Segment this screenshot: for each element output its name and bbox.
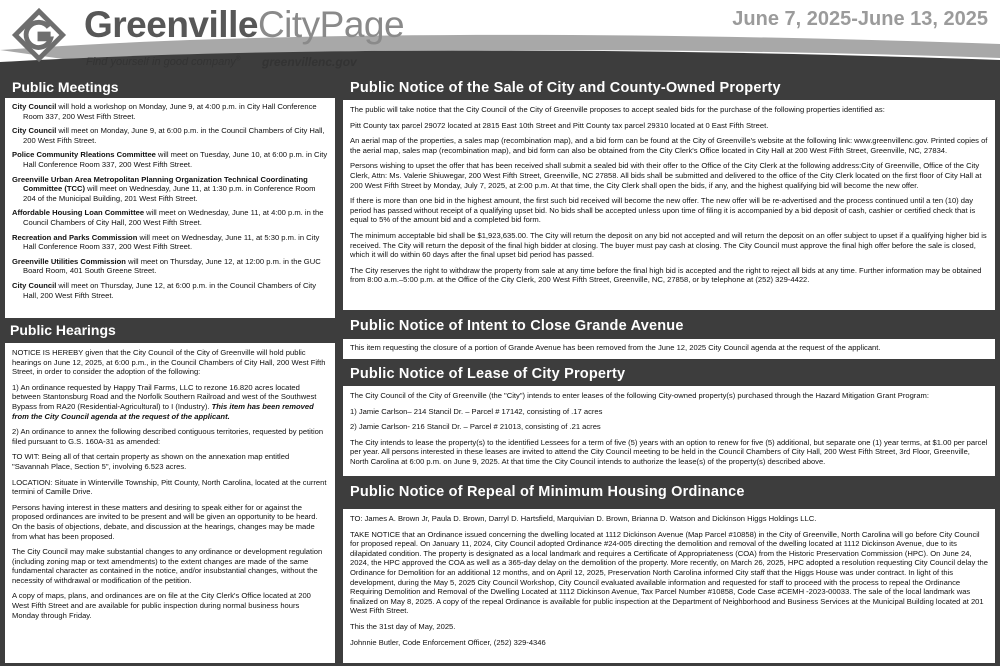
sale-p4: Persons wishing to upset the offer that has been received shall submit a sealed bid with their offer to the Office of the City Clerk at the following address:City of Greenville, Office of the City Clerk, Attn: Ms. Valerie Shiuwegar, 200 West Fifth Street, Greenville, NC 27858. All bids shall be submitted and delivered to the office of the City Clerk located on the first floor of City Hall at 200 West Fifth Street by Monday, July 7, 2025, at 2:00 p.m. At that time, the City Clerk shall open the bids, if any, and the highest qualifying bid will become the new offer. [350, 161, 982, 190]
lease-p4: The City intends to lease the property(s) to the identified Lessees for a term of five (5) years with an option to renew for five (5) additional, but separate one (1) year terms, at $1.00 per parcel per year. All persons interested in these leases are invited to attend the City Council meeting to be held in the Council Chambers of City Hall, 200 West Fifth Street, 3rd Floor, Greenville, North Carolina at 6:00 p.m. on June 9, 2025. At that time the City Council intends to authorize the lease(s) of the property(s) described above. [350, 437, 988, 466]
hearings-location: LOCATION: Situate in Winterville Township, Pitt County, North Carolina, located at the current termini of Camille Drive. [12, 477, 327, 497]
greenville-logo-icon [10, 6, 68, 64]
sale-notice-box [343, 100, 995, 310]
public-meetings-title: Public Meetings [12, 79, 119, 95]
page-title [84, 4, 404, 46]
hearings-changes: The City Council may make substantial changes to any ordinance or development regulation (including zoning map or text amendments) to the extent changes are made of the same fundamental character as contained in the notice, and/or insubstantial changes, without the necessity of withdrawal or modification of the petition. [12, 547, 323, 585]
brand-bold: Greenville [84, 4, 258, 45]
page-header [0, 0, 1000, 75]
meeting-item [12, 150, 328, 169]
hearings-intro: NOTICE IS HEREBY given that the City Council of the City of Greenville will hold public hearings on June 12, 2025, at 6:00 p.m., in the Council Chambers of City Hall, 200 West Fifth Street, in order to consider the adoption of the following: [12, 348, 326, 377]
repeal-notice-box [343, 509, 995, 663]
meeting-details: will meet on Monday, June 9, at 6:00 p.m. in the Council Chambers of City Hall, 200 West Fifth Street. [23, 126, 325, 145]
meeting-details: will meet on Wednesday, June 11, at 5:30 p.m. in City Hall Conference Room 337, 200 West Fifth Street. [23, 232, 320, 252]
meeting-body: City Council [12, 126, 57, 136]
meeting-body: Recreation and Parks Commission [12, 232, 138, 242]
lease-notice-title: Public Notice of Lease of City Property [350, 366, 626, 382]
tagline-text: Find yourself in good company [86, 56, 236, 68]
grande-notice-box [343, 339, 995, 359]
meeting-item [12, 208, 328, 227]
sale-p1: The public will take notice that the City Council of the City of Greenville proposes to accept sealed bids for the purchase of the following properties identified as: [350, 105, 885, 114]
tagline-mark: ® [235, 56, 241, 63]
meeting-body: City Council [12, 280, 57, 290]
brand-light: CityPage [257, 4, 405, 45]
meeting-item [12, 281, 328, 300]
meeting-details: will meet on Wednesday, June 11, at 1:30 p.m. in Conference Room 204 of the Municipal Building, 201 West Fifth Street. [23, 184, 316, 203]
sale-p5: If there is more than one bid in the highest amount, the first such bid received will become the new offer. The new offer will be re-advertised and the process continued until a ten (10) day period has passed without receipt of a qualifying upset bid. No bids shall be accepted unless upon time of filing it is accompanied by a bid deposit of cash, cashier or certified check that is equal to 5% of the amount bid and a completed bid form. [350, 196, 976, 225]
repeal-notice-title: Public Notice of Repeal of Minimum Housing Ordinance [350, 484, 745, 500]
tagline [86, 56, 240, 68]
public-hearings-box [5, 343, 335, 663]
meeting-body: Affordable Housing Loan Committee [12, 208, 145, 218]
sale-p7: The City reserves the right to withdraw the property from sale at any time before the final high bid is accepted and the right to reject all bids at any time. Further information may be obtained from 8:00 a.m.–5:00 p.m. at the Office of the City Clerk, 200 West Fifth Street, Greenville, NC, 27858, or by telephone at (252) 329-4422. [350, 265, 982, 285]
hearings-item-1-text: 1) An ordinance requested by Happy Trail Farms, LLC to rezone 16.820 acres located between Stantonsburg Road and the Norfolk Southern Railroad and west of the Southwest Bypass from RA20 (Residential-Agricultural) to I (Industry). [12, 382, 317, 411]
grande-notice-title: Public Notice of Intent to Close Grande Avenue [350, 318, 684, 334]
meeting-item [12, 233, 328, 252]
repeal-p4: Johnnie Butler, Code Enforcement Officer, (252) 329-4346 [350, 637, 546, 647]
sale-p6: The minimum acceptable bid shall be $1,923,635.00. The City will return the deposit on any bid not accepted and will return the deposit on an offer subject to upset if a qualifying higher bid is received. The City will return the deposit of the final high bidder at closing. The buyer must pay cash at closing. The City Council must approve the final high offer before the sale is closed, which it will do within 60 days after the final upset bid period has passed. [350, 230, 987, 260]
meeting-body: Greenville Utilities Commission [12, 256, 126, 266]
hearings-copies: A copy of maps, plans, and ordinances are on file at the City Clerk's Office located at 200 West Fifth Street and are available for public inspection during normal business hours Monday through Friday. [12, 591, 311, 620]
hearings-to-wit: TO WIT: Being all of that certain property as shown on the annexation map entitled "Savannah Place, Section 5", involving 6.523 acres. [12, 452, 290, 471]
public-meetings-box [5, 98, 335, 318]
website-link[interactable]: greenvillenc.gov [262, 55, 357, 69]
hearings-item-1-removed-note: This item has been removed from the City Council agenda at the request of the applicant. [12, 401, 314, 421]
public-hearings-title: Public Hearings [10, 322, 116, 338]
meeting-body: City Council [12, 102, 57, 111]
lease-p3: 2) Jamie Carlson- 216 Stancil Dr. – Parcel # 21013, consisting of .21 acres [350, 422, 601, 432]
hearings-persons: Persons having interest in these matters and desiring to speak either for or against the proposed ordinances are invited to be present and will be given an opportunity to be heard. On the basis of objections, debate, and discussion at the hearings, changes may be made from what has been proposed. [12, 502, 318, 541]
hearings-item-2: 2) An ordinance to annex the following described contiguous territories, requested by petition filed pursuant to G.S. 160A-31 as amended: [12, 427, 324, 446]
meeting-body: Police Community Rleations Committee [12, 150, 156, 160]
meeting-details: will meet on Tuesday, June 10, at 6:00 p.m. in City Hall Conference Room 337, 200 West Fifth Street. [23, 150, 328, 169]
meeting-body: Greenville Urban Area Metropolitan Planning Organization Technical Coordinating Committee (TCC) [12, 174, 308, 194]
hearings-item-1 [12, 383, 328, 421]
repeal-p2: TAKE NOTICE that an Ordinance issued concerning the dwelling located at 1112 Dickinson Avenue (Map Parcel #10858) in the City of Greenville, North Carolina will go before City Council for proposed repeal. On January 11, 2024, City Council adopted Ordinance #24-005 directing the demolition and removal of the dwelling located at 1112 Dickinson Avenue, due to its dilapidated condition. The property is designated as a local landmark and requires a Certificate of Appropriateness (COA) from the Historic Preservation Commission (HPC). On June 24, 2024, the HPC approved the COA as well as a 365-day delay on the demolition of the property. More recently, on March 26, 2025, HPC adopted a resolution requesting City Council delay the Ordinance for Demolition for an additional 12 months, and on April 12, 2025, Preservation North Carolina informed City staff that the Higgs House was under contract. In light of this development, during the May 5, 2025 City Council Workshop, City Council evaluated available information and requested for staff to proceed with the process to repeal the Ordinance Requiring Demolition and Removal of the Dwelling Located at 1112 Dickinson Avenue, Tax Parcel Number #10858, Code Case #CEMH -2023-00033. The sale of the local landmark was finalized on May 8, 2025. A copy of the repeal Ordinance is available for public inspection at the Department of Neighborhood and Business Services at the Municipal Building located at 201 West Fifth Street. [350, 529, 988, 616]
repeal-p1: TO: James A. Brown Jr, Paula D. Brown, Darryl D. Hartsfield, Marquivian D. Brown, Brianna D. Watson and Dickinson Higgs Holdings LLC. [350, 514, 817, 523]
lease-p2: 1) Jamie Carlson– 214 Stancil Dr. – Parcel # 17142, consisting of .17 acres [350, 406, 603, 416]
meeting-details: will hold a workshop on Monday, June 9, at 4:00 p.m. in City Hall Conference Room 337, 200 West Fifth Street. [23, 102, 317, 121]
sale-p3: An aerial map of the properties, a sales map (recombination map), and a bid form can be found at the City of Greenville's website at the following link: www.greenvillenc.gov. Printed copies of the aerial map, sales map (recombination map), and bid form can also be obtained from the City Clerk's Office located in City Hall at 200 West Fifth Street, Greenville, NC, 27834. [350, 136, 988, 155]
lease-p1: The City Council of the City of Greenville (the "City") intends to enter leases of the following City-owned property(s) purchased through the Hazard Mitigation Grant Program: [350, 391, 929, 400]
meeting-item [12, 257, 328, 276]
sale-p2: Pitt County tax parcel 29072 located at 2815 East 10th Street and Pitt County tax parcel 29310 located at 0 East Fifth Street. [350, 120, 769, 130]
meeting-item [12, 175, 328, 204]
meeting-details: will meet on Thursday, June 12, at 6:00 p.m. in the Council Chambers of City Hall, 200 West Fifth Street. [23, 280, 317, 300]
date-range: June 7, 2025-June 13, 2025 [732, 8, 988, 30]
repeal-p3: This the 31st day of May, 2025. [350, 621, 456, 631]
meeting-details: will meet on Wednesday, June 11, at 4:00 p.m. in the Council Chambers of City Hall, 200 West Fifth Street. [23, 208, 324, 227]
sale-notice-title: Public Notice of the Sale of City and County-Owned Property [350, 80, 781, 96]
meeting-details: will meet on Thursday, June 12, at 12:00 p.m. in the GUC Board Room, 401 South Greene Street. [23, 256, 321, 276]
lease-notice-box [343, 386, 995, 476]
meeting-item [12, 126, 328, 145]
meeting-item [12, 102, 328, 121]
grande-p1: This item requesting the closure of a portion of Grande Avenue has been removed from the June 12, 2025 City Council agenda at the request of the applicant. [350, 343, 881, 352]
